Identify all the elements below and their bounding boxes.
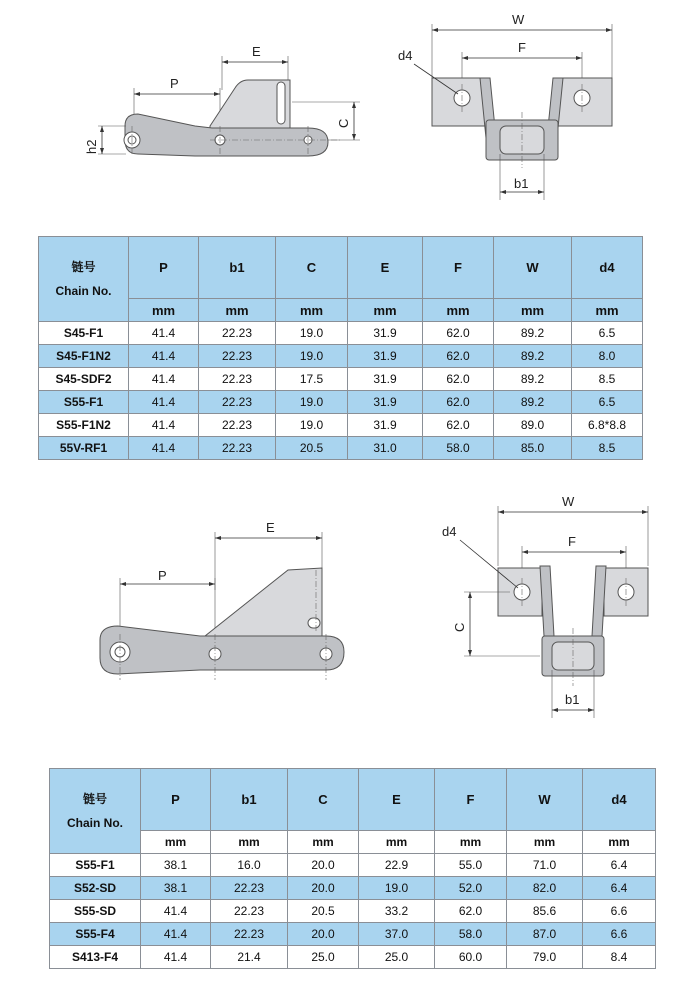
header-p: P <box>141 769 211 831</box>
unit-cell: mm <box>129 299 199 322</box>
value-cell: 89.2 <box>494 368 572 391</box>
value-cell: 8.0 <box>572 345 643 368</box>
value-cell: 52.0 <box>435 877 507 900</box>
value-cell: 8.5 <box>572 437 643 460</box>
unit-cell: mm <box>423 299 494 322</box>
value-cell: 19.0 <box>276 391 348 414</box>
chain-no-en: Chain No. <box>55 284 112 298</box>
table-row <box>50 854 656 877</box>
value-cell: 33.2 <box>359 900 435 923</box>
value-cell: 62.0 <box>423 391 494 414</box>
header-f: F <box>435 769 507 831</box>
top-front-view-diagram <box>390 8 640 203</box>
value-cell: 41.4 <box>129 391 199 414</box>
value-cell: 22.23 <box>199 368 276 391</box>
chain-model-cell: S55-F1 <box>50 854 141 877</box>
spec-table-1 <box>38 236 643 460</box>
table-row <box>39 391 643 414</box>
chain-model-cell: S55-F1 <box>39 391 129 414</box>
value-cell: 17.5 <box>276 368 348 391</box>
dim-e-label: E <box>266 520 275 535</box>
value-cell: 41.4 <box>129 414 199 437</box>
value-cell: 41.4 <box>141 946 211 969</box>
chain-no-en: Chain No. <box>67 816 123 830</box>
header-w: W <box>494 237 572 299</box>
value-cell: 89.2 <box>494 322 572 345</box>
value-cell: 20.0 <box>288 877 359 900</box>
value-cell: 22.23 <box>199 391 276 414</box>
value-cell: 20.5 <box>288 900 359 923</box>
header-w: W <box>507 769 583 831</box>
unit-cell: mm <box>276 299 348 322</box>
value-cell: 89.2 <box>494 345 572 368</box>
value-cell: 62.0 <box>423 322 494 345</box>
value-cell: 21.4 <box>211 946 288 969</box>
value-cell: 38.1 <box>141 877 211 900</box>
value-cell: 41.4 <box>141 900 211 923</box>
chain-model-cell: S55-SD <box>50 900 141 923</box>
spec-table-2 <box>49 768 656 969</box>
header-e: E <box>359 769 435 831</box>
unit-cell: mm <box>583 831 656 854</box>
value-cell: 85.6 <box>507 900 583 923</box>
dim-b1-label: b1 <box>514 176 529 191</box>
value-cell: 89.0 <box>494 414 572 437</box>
header-p: P <box>129 237 199 299</box>
dim-d4-label: d4 <box>442 524 457 539</box>
value-cell: 22.23 <box>211 877 288 900</box>
table-row <box>39 437 643 460</box>
chain-model-cell: 55V-RF1 <box>39 437 129 460</box>
value-cell: 31.9 <box>348 414 423 437</box>
value-cell: 62.0 <box>423 345 494 368</box>
value-cell: 79.0 <box>507 946 583 969</box>
header-d4: d4 <box>572 237 643 299</box>
dim-c-label: C <box>452 622 467 632</box>
value-cell: 19.0 <box>276 414 348 437</box>
value-cell: 6.8*8.8 <box>572 414 643 437</box>
dim-f-label: F <box>568 534 576 549</box>
value-cell: 89.2 <box>494 391 572 414</box>
value-cell: 87.0 <box>507 923 583 946</box>
header-b1: b1 <box>211 769 288 831</box>
table-row <box>50 923 656 946</box>
value-cell: 6.6 <box>583 900 656 923</box>
value-cell: 25.0 <box>288 946 359 969</box>
dim-h2-label: h2 <box>84 139 99 154</box>
dim-p-label: P <box>170 76 179 91</box>
value-cell: 22.23 <box>199 437 276 460</box>
dim-e-label: E <box>252 44 261 59</box>
top-side-view-diagram <box>70 30 370 190</box>
value-cell: 82.0 <box>507 877 583 900</box>
table-row <box>39 368 643 391</box>
value-cell: 6.4 <box>583 854 656 877</box>
chain-model-cell: S45-F1 <box>39 322 129 345</box>
table2-body <box>50 854 656 969</box>
unit-cell: mm <box>211 831 288 854</box>
value-cell: 31.9 <box>348 368 423 391</box>
table-row <box>50 946 656 969</box>
value-cell: 19.0 <box>276 322 348 345</box>
table-row <box>50 900 656 923</box>
value-cell: 22.23 <box>211 900 288 923</box>
chain-model-cell: S45-F1N2 <box>39 345 129 368</box>
value-cell: 6.4 <box>583 877 656 900</box>
value-cell: 41.4 <box>141 923 211 946</box>
dim-w-label: W <box>562 494 575 509</box>
unit-cell: mm <box>348 299 423 322</box>
value-cell: 41.4 <box>129 437 199 460</box>
header-b1: b1 <box>199 237 276 299</box>
header-c: C <box>288 769 359 831</box>
dim-w-label: W <box>512 12 525 27</box>
unit-cell: mm <box>572 299 643 322</box>
chain-no-cn: 链号 <box>71 260 96 274</box>
value-cell: 22.23 <box>211 923 288 946</box>
value-cell: 58.0 <box>423 437 494 460</box>
value-cell: 62.0 <box>423 368 494 391</box>
value-cell: 6.5 <box>572 391 643 414</box>
chain-model-cell: S55-F1N2 <box>39 414 129 437</box>
value-cell: 31.9 <box>348 345 423 368</box>
dim-b1-label: b1 <box>565 692 580 707</box>
value-cell: 55.0 <box>435 854 507 877</box>
table-row <box>39 345 643 368</box>
unit-cell: mm <box>288 831 359 854</box>
value-cell: 60.0 <box>435 946 507 969</box>
value-cell: 31.9 <box>348 391 423 414</box>
header-f: F <box>423 237 494 299</box>
value-cell: 37.0 <box>359 923 435 946</box>
table-row <box>50 877 656 900</box>
chain-model-cell: S52-SD <box>50 877 141 900</box>
value-cell: 20.0 <box>288 923 359 946</box>
bottom-front-view-diagram <box>430 490 660 725</box>
value-cell: 8.4 <box>583 946 656 969</box>
chain-no-header <box>39 237 129 322</box>
table1-body <box>39 322 643 460</box>
value-cell: 20.5 <box>276 437 348 460</box>
header-c: C <box>276 237 348 299</box>
value-cell: 62.0 <box>423 414 494 437</box>
value-cell: 22.23 <box>199 322 276 345</box>
value-cell: 22.23 <box>199 414 276 437</box>
value-cell: 38.1 <box>141 854 211 877</box>
chain-model-cell: S55-F4 <box>50 923 141 946</box>
dim-c-label: C <box>336 118 351 128</box>
dim-f-label: F <box>518 40 526 55</box>
dim-p-label: P <box>158 568 167 583</box>
value-cell: 25.0 <box>359 946 435 969</box>
value-cell: 85.0 <box>494 437 572 460</box>
value-cell: 41.4 <box>129 322 199 345</box>
value-cell: 41.4 <box>129 345 199 368</box>
value-cell: 19.0 <box>359 877 435 900</box>
value-cell: 58.0 <box>435 923 507 946</box>
value-cell: 6.5 <box>572 322 643 345</box>
unit-cell: mm <box>141 831 211 854</box>
unit-cell: mm <box>494 299 572 322</box>
value-cell: 8.5 <box>572 368 643 391</box>
chain-no-cn: 链号 <box>82 792 107 806</box>
chain-no-header <box>50 769 141 854</box>
unit-cell: mm <box>507 831 583 854</box>
unit-cell: mm <box>359 831 435 854</box>
table-row <box>39 414 643 437</box>
chain-model-cell: S45-SDF2 <box>39 368 129 391</box>
dim-d4-label: d4 <box>398 48 413 63</box>
header-e: E <box>348 237 423 299</box>
value-cell: 62.0 <box>435 900 507 923</box>
value-cell: 19.0 <box>276 345 348 368</box>
value-cell: 22.9 <box>359 854 435 877</box>
value-cell: 6.6 <box>583 923 656 946</box>
unit-cell: mm <box>199 299 276 322</box>
table-row <box>39 322 643 345</box>
value-cell: 31.9 <box>348 322 423 345</box>
header-d4: d4 <box>583 769 656 831</box>
value-cell: 22.23 <box>199 345 276 368</box>
value-cell: 16.0 <box>211 854 288 877</box>
unit-cell: mm <box>435 831 507 854</box>
value-cell: 41.4 <box>129 368 199 391</box>
chain-model-cell: S413-F4 <box>50 946 141 969</box>
value-cell: 71.0 <box>507 854 583 877</box>
bottom-side-view-diagram <box>60 510 380 700</box>
value-cell: 31.0 <box>348 437 423 460</box>
value-cell: 20.0 <box>288 854 359 877</box>
